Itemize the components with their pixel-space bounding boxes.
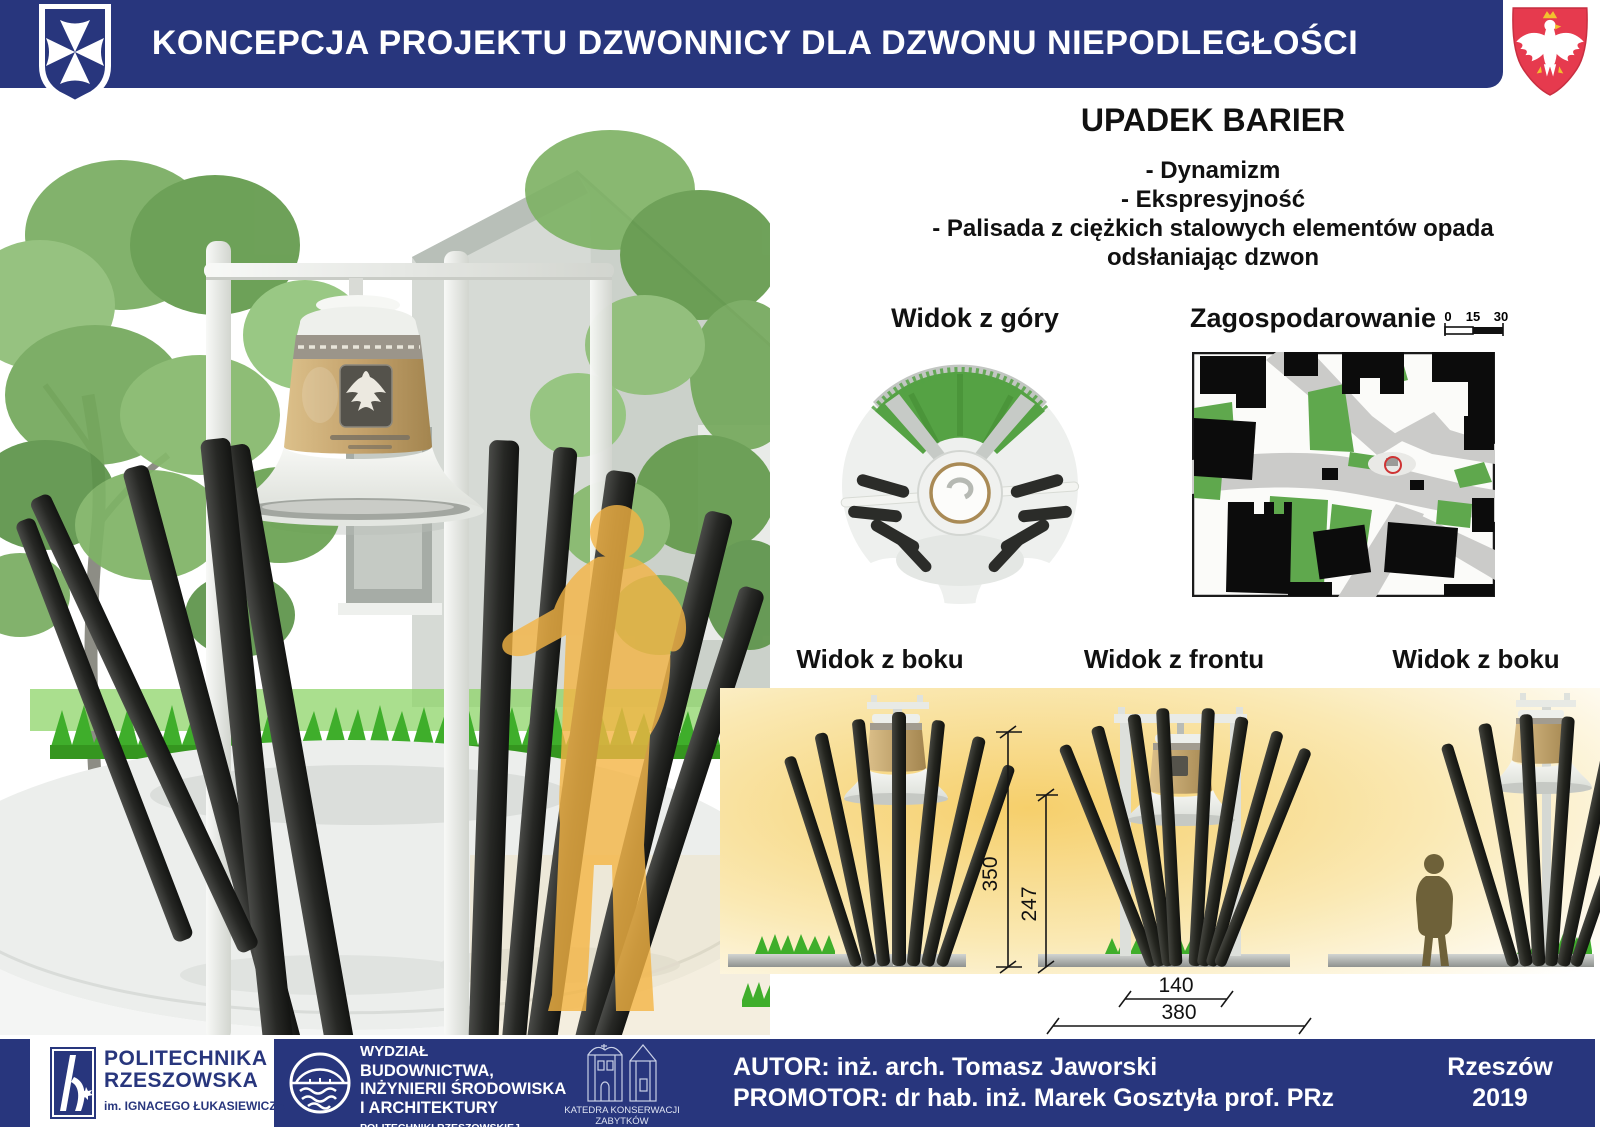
svg-text:ZABYTKÓW: ZABYTKÓW: [595, 1116, 649, 1127]
bullet-palisada: - Palisada z ciężkich stalowych elementów opada odsłaniając dzwon: [932, 215, 1494, 271]
faculty-logo-icon: [288, 1051, 352, 1115]
rzeszow-coat-of-arms-icon: [36, 4, 114, 104]
svg-text:0: 0: [1444, 309, 1452, 324]
site-plan-map: [1192, 352, 1495, 597]
svg-text:KATEDRA KONSERWACJI: KATEDRA KONSERWACJI: [564, 1105, 680, 1116]
label-siteplan: Zagospodarowanie: [1190, 303, 1437, 333]
elevations-panel: [720, 688, 1600, 1040]
year: 2019: [1472, 1084, 1528, 1112]
department-logo-icon: [564, 1041, 680, 1127]
author-line: AUTOR: inż. arch. Tomasz Jaworski: [733, 1053, 1158, 1081]
city-year: [1420, 1052, 1580, 1114]
label-side-view-right: Widok z boku: [1392, 644, 1560, 674]
label-side-view-left: Widok z boku: [796, 644, 964, 674]
dim-frame-height: 247: [1018, 886, 1041, 922]
credits: [733, 1052, 1334, 1114]
top-view-render: [815, 338, 1105, 620]
dim-total-width: 380: [1161, 1001, 1197, 1024]
faculty-name: WYDZIAŁ BUDOWNICTWA, INŻYNIERII ŚRODOWISKA I ARCHITEKTURY POLITECHNIKI RZESZOWSKIEJ: [360, 1043, 567, 1131]
concept-heading: UPADEK BARIER: [1080, 102, 1346, 138]
label-front-view: Widok z frontu: [1083, 644, 1265, 674]
svg-text:30: 30: [1493, 309, 1509, 324]
map-scale-bar: [1440, 306, 1512, 346]
label-top-view: Widok z góry: [891, 303, 1059, 333]
bullet-ekspresyjnosc: - Ekspresyjność: [1120, 186, 1306, 213]
main-render: [0, 95, 770, 1035]
politechnika-rzeszowska-logo-icon: [50, 1047, 96, 1119]
page-title: KONCEPCJA PROJEKTU DZWONNICY DLA DZWONU NIEPODLEGŁOŚCI: [151, 24, 1359, 62]
city: Rzeszów: [1447, 1053, 1553, 1081]
concept-bullets: [883, 156, 1543, 272]
bullet-dynamizm: - Dynamizm: [1145, 157, 1281, 184]
poland-eagle-icon: [1508, 5, 1592, 97]
promoter-line: PROMOTOR: dr hab. inż. Marek Gosztyła prof. PRz: [733, 1084, 1335, 1112]
dim-total-height: 350: [979, 856, 1002, 892]
university-name: POLITECHNIKA RZESZOWSKA im. IGNACEGO ŁUKASIEWICZA: [104, 1047, 286, 1113]
dim-frame-width: 140: [1158, 974, 1194, 997]
svg-text:15: 15: [1465, 309, 1481, 324]
